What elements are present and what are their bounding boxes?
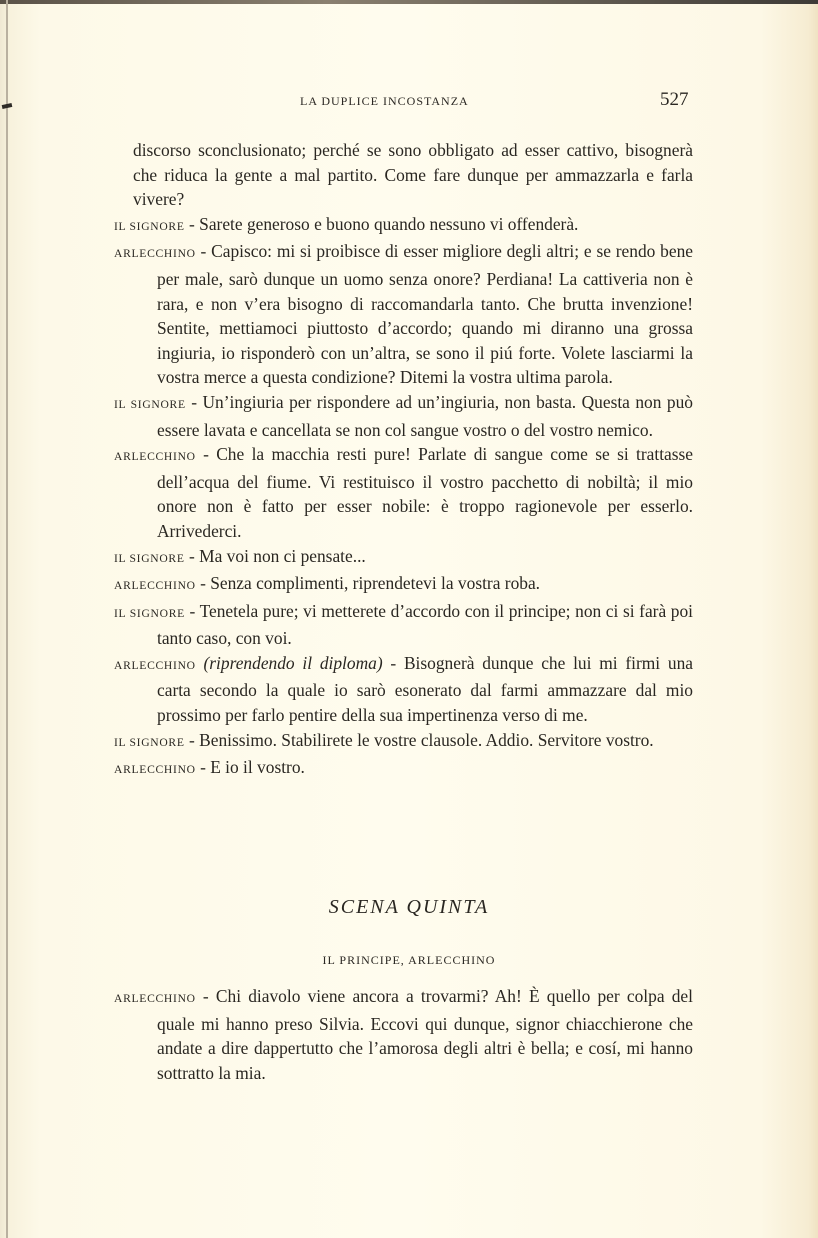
- speech: [114, 984, 693, 1085]
- binding-gutter-line: [6, 0, 8, 1238]
- running-title: LA DUPLICE INCOSTANZA: [300, 94, 469, 108]
- speaker-name: IL SIGNORE: [114, 735, 185, 749]
- speech: [114, 651, 694, 728]
- speech: [114, 390, 693, 442]
- speaker-name: IL SIGNORE: [114, 219, 185, 233]
- speech-text: - Benissimo. Stabilirete le vostre clausole. Addio. Servitore vostro.: [184, 729, 654, 750]
- speech-text: - Senza complimenti, riprendetevi la vostra roba.: [195, 573, 541, 594]
- speech: [114, 571, 693, 599]
- running-head: [0, 89, 818, 114]
- speaker-name: IL SIGNORE: [114, 606, 185, 620]
- speech-text: - Un’ingiuria per rispondere ad un’ingiuria, non basta. Questa non può essere lavata e cancellata se non col sangue vostro o del vostro nemico.: [157, 391, 693, 440]
- page-number: 527: [660, 89, 689, 110]
- speech: [114, 599, 694, 651]
- speech-text: - E io il vostro.: [195, 757, 305, 778]
- speaker-name: ARLECCHINO: [114, 579, 196, 593]
- speaker-name: IL SIGNORE: [114, 551, 185, 565]
- speech: [114, 212, 693, 240]
- speech-text: - Chi diavolo viene ancora a trovarmi? Ah! È quello per colpa del quale mi hanno preso Silvia. Eccovi qui dunque, signor chiacchierone che andate a dire dappertutto che l’amorosa degli altri è bella; e cosí, mi hanno sottratto la mia.: [157, 986, 693, 1083]
- speech-text: - Sarete generoso e buono quando nessuno vi offenderà.: [184, 213, 579, 234]
- page-top-edge: [0, 0, 818, 4]
- speech-text: - Tenetela pure; vi metterete d’accordo con il principe; non ci si farà poi tanto caso, con voi.: [157, 600, 694, 649]
- scene-characters: IL PRINCIPE, ARLECCHINO: [322, 953, 496, 967]
- opening-paragraph: discorso sconclusionato; perché se sono obbligato ad esser cattivo, bisognerà che riduca la gente a mal partito. Come fare dunque per ammazzarla e farla vivere?: [133, 140, 693, 210]
- speaker-name: ARLECCHINO: [114, 992, 196, 1005]
- speech-text: - Bisognerà dunque che lui mi firmi una carta secondo la quale io sarò esonerato dal farmi ammazzare dal mio prossimo per farlo pentire della sua impertinenza verso di me.: [157, 652, 694, 726]
- speech: [114, 239, 693, 390]
- scene-text: [114, 984, 693, 1085]
- stage-direction: (riprendendo il diploma): [203, 652, 383, 673]
- speaker-name: ARLECCHINO: [114, 450, 196, 464]
- scene-title: SCENA QUINTA: [328, 896, 490, 918]
- speaker-name: ARLECCHINO: [114, 247, 196, 261]
- speech: [114, 544, 693, 572]
- speech-text: - Ma voi non ci pensate...: [184, 545, 366, 566]
- speech: [114, 755, 693, 783]
- speech: [114, 442, 693, 543]
- speaker-name: ARLECCHINO: [114, 763, 196, 777]
- speech-text: - Che la macchia resti pure! Parlate di sangue come se si trattasse dell’acqua del fiume. Vi restituisco il vostro pacchetto di nobiltà; il mio onore non è fatto per esser nobile: è troppo ragionevole per esserlo. Arrivederci.: [157, 444, 693, 541]
- speech-text: - Capisco: mi si proibisce di esser migliore degli altri; e se rendo bene per male, sarò dunque un uomo senza onore? Perdiana! La cattiveria non è rara, e non v’era bisogno di raccomandarla tanto. Che brutta invenzione! Sentite, mettiamoci piuttosto d’accordo; quando mi diranno una grossa ingiuria, io risponderò con un’altra, se sono il piú forte. Volete lasciarmi la vostra merce a questa condizione? Ditemi la vostra ultima parola.: [157, 241, 693, 388]
- speaker-name: ARLECCHINO: [114, 658, 196, 672]
- speech: [114, 728, 693, 756]
- speaker-name: IL SIGNORE: [114, 397, 186, 411]
- main-text: [114, 138, 694, 783]
